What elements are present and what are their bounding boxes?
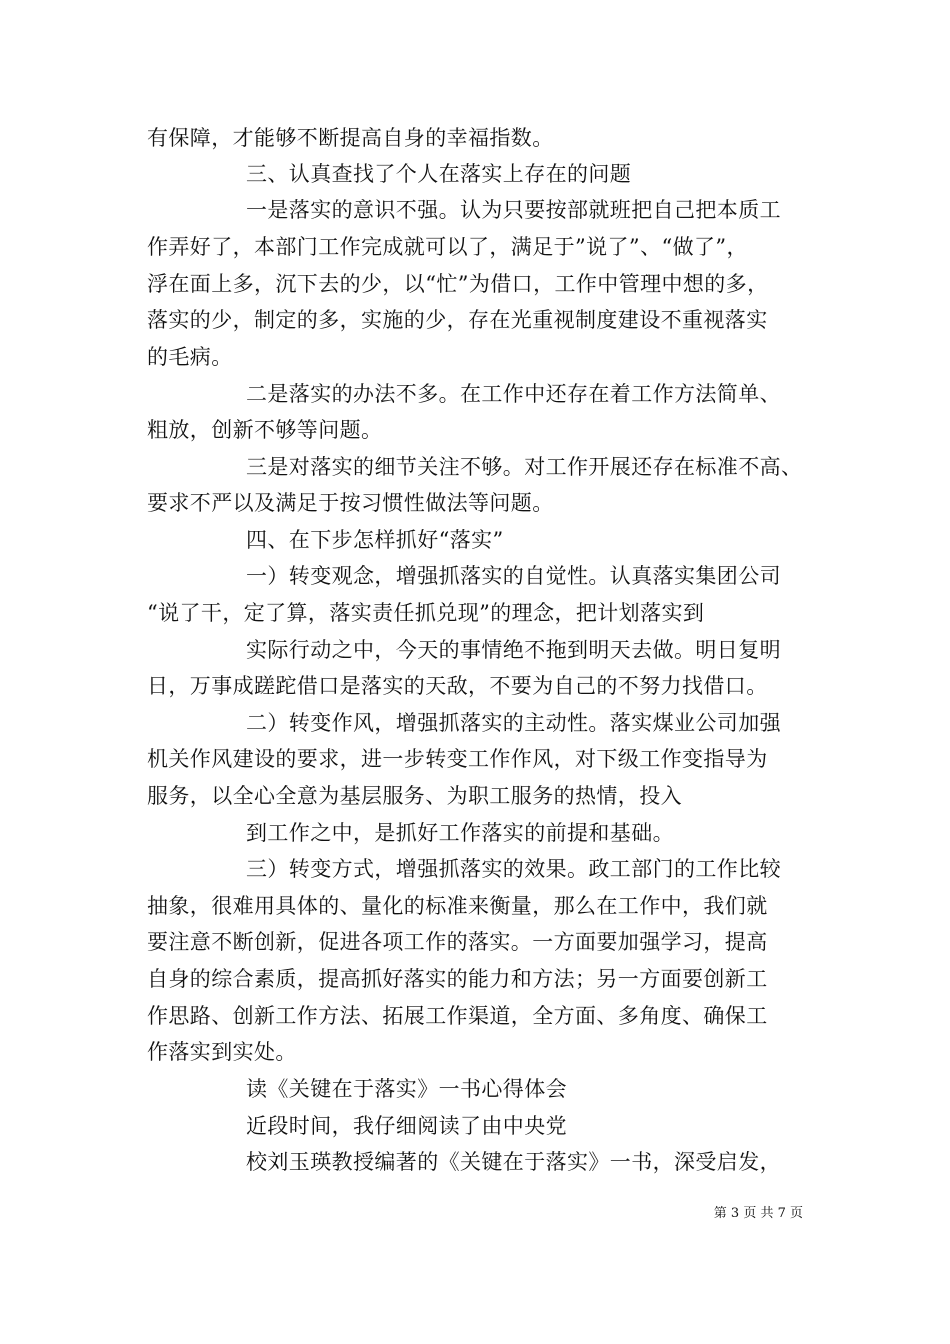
text-line: 作弄好了，本部门工作完成就可以了，满足于”说了”、“做了”， bbox=[147, 235, 748, 259]
text-line: 一）转变观念，增强抓落实的自觉性。认真落实集团公司 bbox=[246, 564, 781, 588]
text-line: 校刘玉瑛教授编著的《关键在于落实》一书，深受启发， bbox=[246, 1150, 781, 1174]
document-title: 读《关键在于落实》一书心得体会 bbox=[246, 1077, 567, 1101]
text-line: 自身的综合素质，提高抓好落实的能力和方法；另一方面要创新工 bbox=[147, 967, 768, 991]
text-line: 要求不严以及满足于按习惯性做法等问题。 bbox=[147, 491, 554, 515]
text-line: 机关作风建设的要求，进一步转变工作作风，对下级工作变指导为 bbox=[147, 747, 768, 771]
text-line: 到工作之中，是抓好工作落实的前提和基础。 bbox=[246, 821, 674, 845]
text-line: 近段时间，我仔细阅读了由中央党 bbox=[246, 1114, 567, 1138]
text-line: 抽象，很难用具体的、量化的标准来衡量，那么在工作中，我们就 bbox=[147, 894, 768, 918]
text-line: 日，万事成蹉跎借口是落实的天敌，不要为自己的不努力找借口。 bbox=[147, 674, 768, 698]
text-line: 三是对落实的细节关注不够。对工作开展还存在标准不高、 bbox=[246, 455, 803, 479]
text-line: 实际行动之中，今天的事情绝不拖到明天去做。明日复明 bbox=[246, 638, 781, 662]
section-heading: 三、认真查找了个人在落实上存在的问题 bbox=[246, 162, 632, 186]
text-line: 二）转变作风，增强抓落实的主动性。落实煤业公司加强 bbox=[246, 711, 781, 735]
text-line: 三）转变方式，增强抓落实的效果。政工部门的工作比较 bbox=[246, 857, 781, 881]
text-line: 有保障，才能够不断提高自身的幸福指数。 bbox=[147, 126, 554, 150]
text-line: 服务，以全心全意为基层服务、为职工服务的热情，投入 bbox=[147, 784, 682, 808]
text-line: 落实的少，制定的多，实施的少，存在光重视制度建设不重视落实 bbox=[147, 308, 768, 332]
text-line: “说了干，定了算，落实责任抓兑现”的理念，把计划落实到 bbox=[147, 601, 705, 625]
text-line: 作落实到实处。 bbox=[147, 1040, 297, 1064]
page-number-footer: 第 3 页 共 7 页 bbox=[713, 1206, 803, 1221]
text-line: 二是落实的办法不多。在工作中还存在着工作方法简单、 bbox=[246, 382, 781, 406]
section-heading: 四、在下步怎样抓好“落实” bbox=[246, 528, 504, 552]
text-line: 要注意不断创新，促进各项工作的落实。一方面要加强学习，提高 bbox=[147, 930, 768, 954]
text-line: 的毛病。 bbox=[147, 345, 233, 369]
text-line: 一是落实的意识不强。认为只要按部就班把自己把本质工 bbox=[246, 198, 781, 222]
text-line: 粗放，创新不够等问题。 bbox=[147, 418, 383, 442]
text-line: 浮在面上多，沉下去的少，以“忙”为借口，工作中管理中想的多， bbox=[147, 272, 769, 296]
text-line: 作思路、创新工作方法、拓展工作渠道，全方面、多角度、确保工 bbox=[147, 1004, 768, 1028]
